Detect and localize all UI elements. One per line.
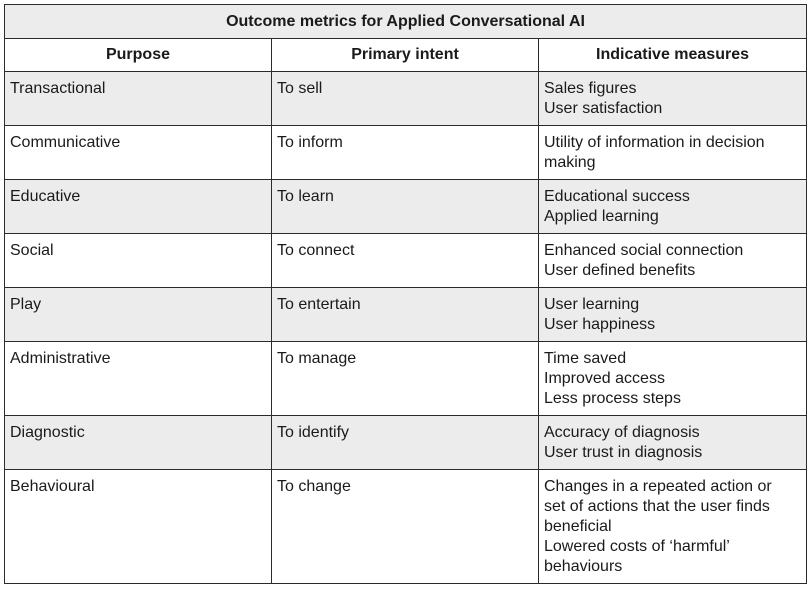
measure-line: User satisfaction: [544, 100, 663, 117]
table-row: [5, 180, 807, 234]
table-body: [5, 72, 807, 584]
table-row: [5, 72, 807, 126]
indicative-measures-cell: [539, 416, 807, 470]
table-row: [5, 288, 807, 342]
indicative-measures-cell: [539, 342, 807, 416]
measure-line: User trust in diagnosis: [544, 444, 703, 461]
measure-line: Enhanced social connection: [544, 242, 744, 259]
primary-intent-cell: To learn: [272, 180, 539, 234]
primary-intent-cell: To manage: [272, 342, 539, 416]
measure-line: Less process steps: [544, 390, 681, 407]
indicative-measures-cell: [539, 470, 807, 584]
indicative-measures-cell: [539, 234, 807, 288]
purpose-cell: Communicative: [5, 126, 272, 180]
measure-line: making: [544, 154, 596, 171]
measure-line: User defined benefits: [544, 262, 696, 279]
purpose-cell: Play: [5, 288, 272, 342]
indicative-measures-cell: [539, 126, 807, 180]
purpose-cell: Transactional: [5, 72, 272, 126]
measure-line: Accuracy of diagnosis: [544, 424, 700, 441]
purpose-cell: Administrative: [5, 342, 272, 416]
table-row: [5, 470, 807, 584]
primary-intent-cell: To inform: [272, 126, 539, 180]
table-row: [5, 342, 807, 416]
measure-line: User happiness: [544, 316, 656, 333]
column-header-purpose: Purpose: [5, 39, 272, 72]
measure-line: Applied learning: [544, 208, 659, 225]
purpose-cell: Educative: [5, 180, 272, 234]
table-title: Outcome metrics for Applied Conversational AI: [5, 5, 807, 39]
column-header-primary-intent: Primary intent: [272, 39, 539, 72]
purpose-cell: Social: [5, 234, 272, 288]
column-header-indicative-measures: Indicative measures: [539, 39, 807, 72]
measure-line: Sales figures: [544, 80, 637, 97]
measure-line: Utility of information in decision: [544, 134, 765, 151]
primary-intent-cell: To sell: [272, 72, 539, 126]
measure-line: Changes in a repeated action or: [544, 478, 772, 495]
measure-line: beneficial: [544, 518, 612, 535]
table-row: [5, 126, 807, 180]
measure-line: behaviours: [544, 558, 623, 575]
primary-intent-cell: To change: [272, 470, 539, 584]
primary-intent-cell: To connect: [272, 234, 539, 288]
primary-intent-cell: To entertain: [272, 288, 539, 342]
measure-line: Improved access: [544, 370, 665, 387]
purpose-cell: Diagnostic: [5, 416, 272, 470]
measure-line: Lowered costs of ‘harmful’: [544, 538, 730, 555]
outcome-metrics-table: [4, 4, 807, 584]
indicative-measures-cell: [539, 288, 807, 342]
indicative-measures-cell: [539, 180, 807, 234]
primary-intent-cell: To identify: [272, 416, 539, 470]
measure-line: User learning: [544, 296, 640, 313]
indicative-measures-cell: [539, 72, 807, 126]
table-row: [5, 416, 807, 470]
measure-line: Time saved: [544, 350, 627, 367]
measure-line: set of actions that the user finds: [544, 498, 770, 515]
purpose-cell: Behavioural: [5, 470, 272, 584]
table-row: [5, 234, 807, 288]
measure-line: Educational success: [544, 188, 690, 205]
